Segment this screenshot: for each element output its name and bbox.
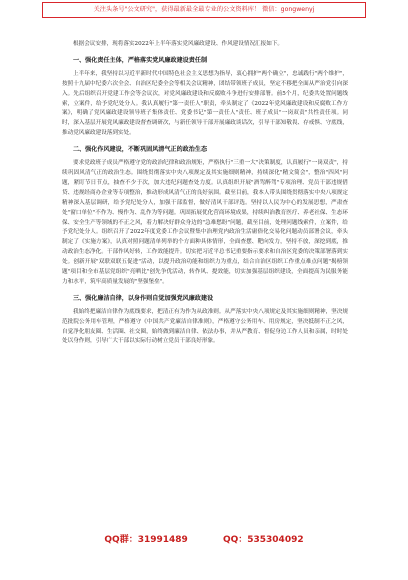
document-body <box>62 40 348 347</box>
footer-contact <box>0 532 408 545</box>
section-1-paragraph: 上半年来，我坚持以习近平新时代中国特色社会主义思想为指导，衷心拥护"两个确立"，忠诚践行"两个维护"，按照十九届中纪委六次全会、自治区纪委全会等相关会议精神，团结带领班子成员，坚定不移把全面从严治党引向深入。先后组织召开党建工作会等会议次，对党风廉政建设和反腐败斗争进行安排部署。前5个月，纪委共处置问题线索，立案件，给予党纪处分人。我认真履行"第一责任人"职责，牵头制定了《2022年党风廉政建设和反腐败工作方案》，明确了党风廉政建设领导班子集体责任、党委书记"第一责任人"责任、班子成员"一岗双责"共性责任项。同时，深入基层开展党风廉政建设督查调研次，与新任领导干部开展廉政谈话次，引导干部知敬畏、存戒惧、守底线，推动党风廉政建设落到实处。 <box>62 70 348 137</box>
section-heading-1: 一、强化责任主体，严格落实党风廉政建设责任制 <box>73 56 208 64</box>
intro-paragraph: 根据会议安排，现将落实2022年上半年落实党风廉政建设、作风建设情况汇报如下。 <box>73 41 284 47</box>
promo-banner: 关注头条号"公文研究"，获得最新最全最专业的公文资料库！ 微信：gongwenyj <box>42 2 366 18</box>
section-heading-3: 三、强化廉洁自律，以身作则自觉加强党风廉政建设 <box>73 294 214 302</box>
qq-number-label: QQ：535304092 <box>222 535 304 545</box>
qq-group-label: QQ群：31991489 <box>104 535 188 545</box>
section-3-paragraph: 我始终把廉洁自律作为底线要求，把清正有为作为从政准则。从严落实中央八项规定及其实施细则精神，坚决规范批院公务用车管理，严格遵守《中国共产党廉洁自律准则》，严格遵守公务用车、用房规定，坚决抵制不正之风，自觉净化朋友圈、生活圈、社交圈，始终做到廉洁自律、依法办事，并从严教育、督促身边工作人员和亲属，时时处处以身作则，引导广大干部以实际行动树立党员干部良好形象。 <box>62 308 348 345</box>
section-2-paragraph: 要求党政班子成员严格遵守党的政治纪律和政治规矩，严格执行"三重一大"决策制度，认真履行"一岗双责"，持续巩固风清气正的政治生态。围绕贯彻落实中央八项规定及其实施细则精神，持续深化"精文简会"，整治"四风"问题，紧盯节日节点，抽查不少于次，加大违纪问题查处力度。认真组织开展"酒驾醉驾"专项治理、党员干部违规借贷、违规经商办企业等专项整治，推动形成风清气正的良好氛围。截至目前，我本人带头围绕贯彻落实中央八项规定精神深入基层调研，给予党纪处分人，加强干部监督，做好清风干部评选。坚持以人民为中心的发展思想，严肃查处"窗口单位"不作为、慢作为、乱作为等问题。巩固拓展优化营商环境成果，持续纠治教育医疗、养老社保、生态环保、安全生产等领域的不正之风，着力解决好群众身边的"急难愁盼"问题，截至目前，处理问题线索件，立案件，给予党纪处分人。组织召开了2022年度党委工作会议暨集中治理党内政治生活庸俗化交易化问题动员部署会议，牵头制定了《实施方案》，认真对照问题清单列举的个方面种具体情形，全面查摆、靶向发力，坚持不放，深挖到底，推动政治生态净化。干部作风好转，工作效能提升。切实把习近平总书记重要指示要求和自治区党委的决策部署落到实处。创新开展"双联双联五促进"活动，以提升政治功能和组织力为重点，结合自治区组织工作重点难点问题"揭榜领题"项目和全市基层党组织"亮晒比"创先争优活动，转作风、提效能，切实加强基层组织建设，全面提高为民服务能力和水平，筑牢高质量发展的"坚强堡垒"。 <box>62 160 348 285</box>
section-heading-2: 二、强化作风建设，不断巩固风清气正的政治生态 <box>73 146 208 154</box>
